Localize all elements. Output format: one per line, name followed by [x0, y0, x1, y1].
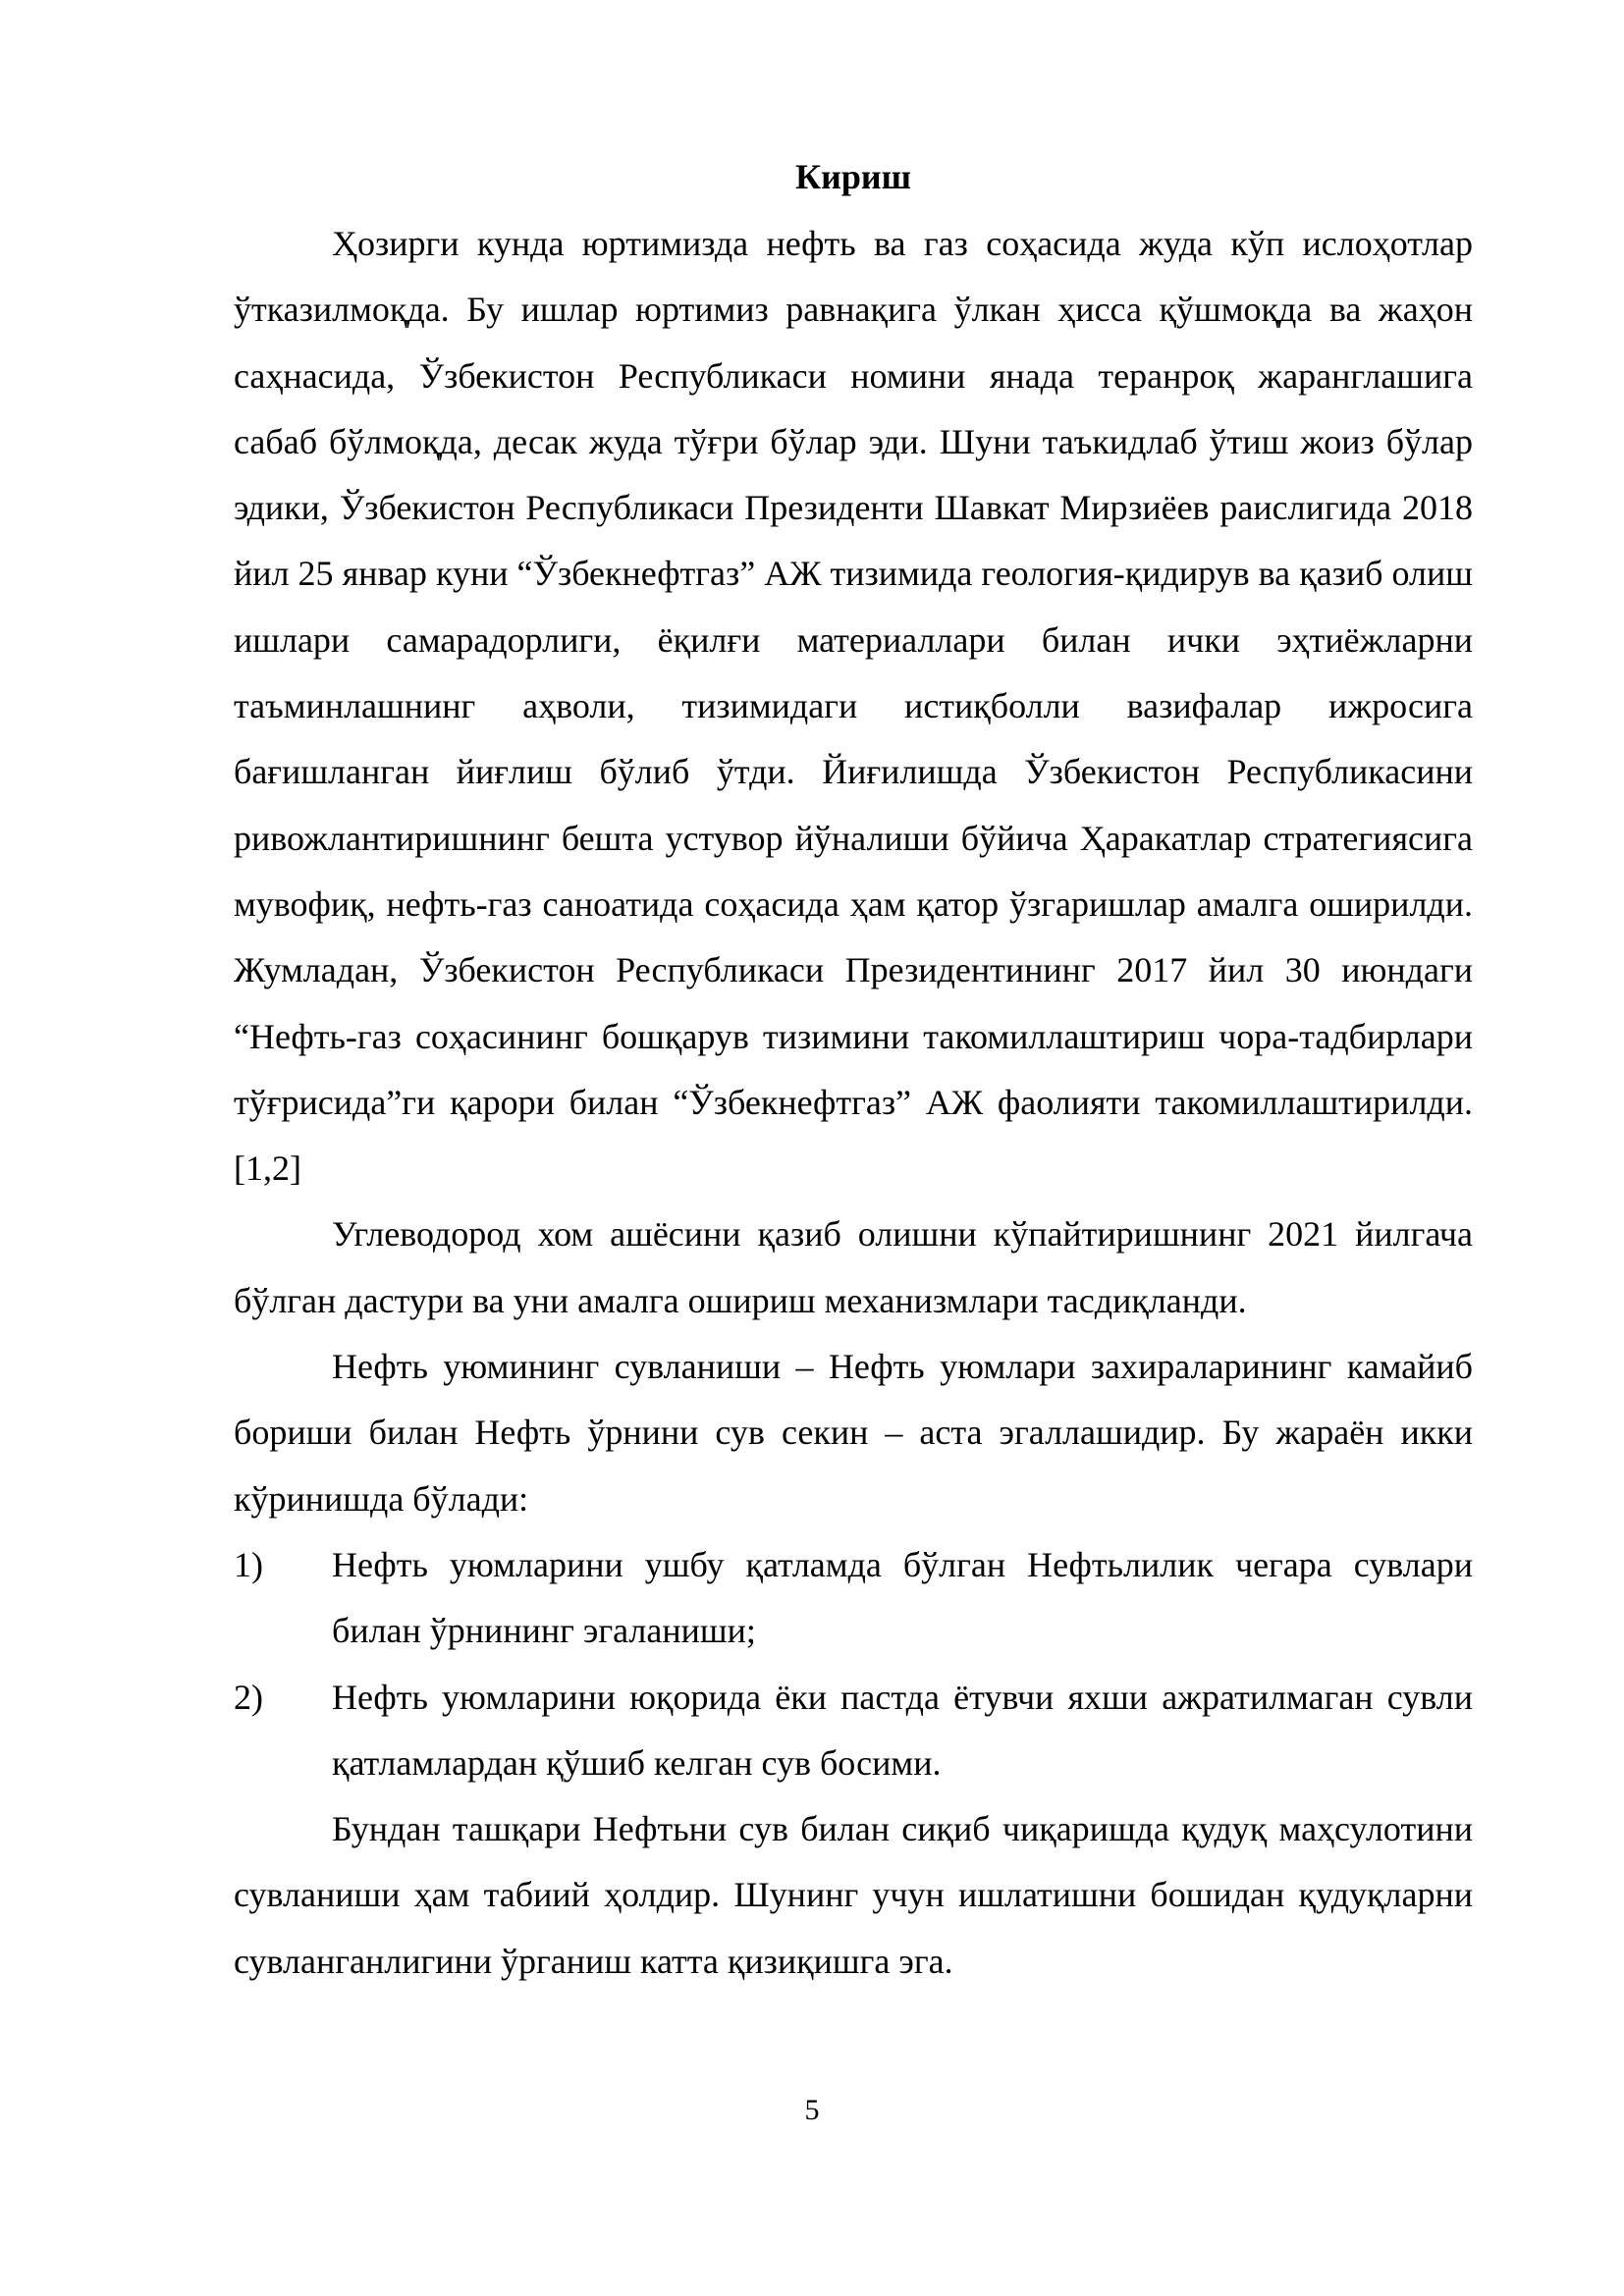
paragraph-program: Углеводород хом ашёсини қазиб олишни кўпайтиришнинг 2021 йилгача бўлган дастури ва уни амалга ошириш механизмлари тасдиқланди.	[234, 1214, 1473, 1320]
paragraph-intro: Ҳозирги кунда юртимизда нефть ва газ соҳасида жуда кўп ислоҳотлар ўтказилмоқда. Бу ишлар юртимиз равнақига ўлкан ҳисса қўшмоқда ва жаҳон саҳнасида, Ўзбекистон Республикаси номини янада теранроқ жаранглашига сабаб бўлмоқда, десак жуда тўғри бўлар эди. Шуни таъкидлаб ўтиш жоиз бўлар эдики, Ўзбекистон Республикаси Президенти Шавкат Мирзиёев раислигида 2018 йил 25 январ куни “Ўзбекнефтгаз” АЖ тизимида геология-қидирув ва қазиб олиш ишлари самарадорлиги, ёқилғи материаллари билан ички эҳтиёжларни таъминлашнинг аҳволи, тизимидаги истиқболли вазифалар ижросига бағишланган йиғлиш бўлиб ўтди. Йиғилишда Ўзбекистон Республикасини ривожлантиришнинг бешта устувор йўналиши бўйича Ҳаракатлар стратегиясига мувофиқ, нефть-газ саноатида соҳасида ҳам қатор ўзгаришлар амалга оширилди. Жумладан, Ўзбекистон Республикаси Президентининг 2017 йил 30 июндаги “Нефть-газ соҳасининг бошқарув тизимини такомиллаштириш чора-тадбирлари тўғрисида”ги қарори билан “Ўзбекнефтгаз” АЖ фаолияти такомиллаштирилди.[1,2]	[234, 224, 1473, 1189]
list-item-number: 1)	[234, 1544, 263, 1584]
numbered-list	[234, 1532, 1473, 1796]
list-item-text: Нефть уюмларини юқорида ёки пастда ётувчи яхши ажратилмаган сувли қатламлардан қўшиб келган сув босими.	[332, 1677, 1473, 1783]
list-item	[234, 1532, 1473, 1665]
list-item-text: Нефть уюмларини ушбу қатламда бўлган Нефтьлилик чегара сувлари билан ўрнининг эгаланиши;	[332, 1544, 1473, 1651]
page-number: 5	[804, 2094, 820, 2126]
paragraph-closing: Бундан ташқари Нефтьни сув билан сиқиб чиқаришда қудуқ маҳсулотини сувланиши ҳам табиий ҳолдир. Шунинг учун ишлатишни бошидан қудуқларни сувланганлигини ўрганиш катта қизиқишга эга.	[234, 1809, 1473, 1981]
paragraph-watering: Нефть уюмининг сувланиши – Нефть уюмлари захираларининг камайиб бориши билан Нефть ўрнини сув секин – аста эгаллашидир. Бу жараён икки кўринишда бўлади:	[234, 1347, 1473, 1519]
list-item-number: 2)	[234, 1677, 263, 1717]
page-content	[234, 152, 1473, 1995]
section-heading: Кириш	[794, 157, 911, 196]
list-item	[234, 1665, 1473, 1797]
